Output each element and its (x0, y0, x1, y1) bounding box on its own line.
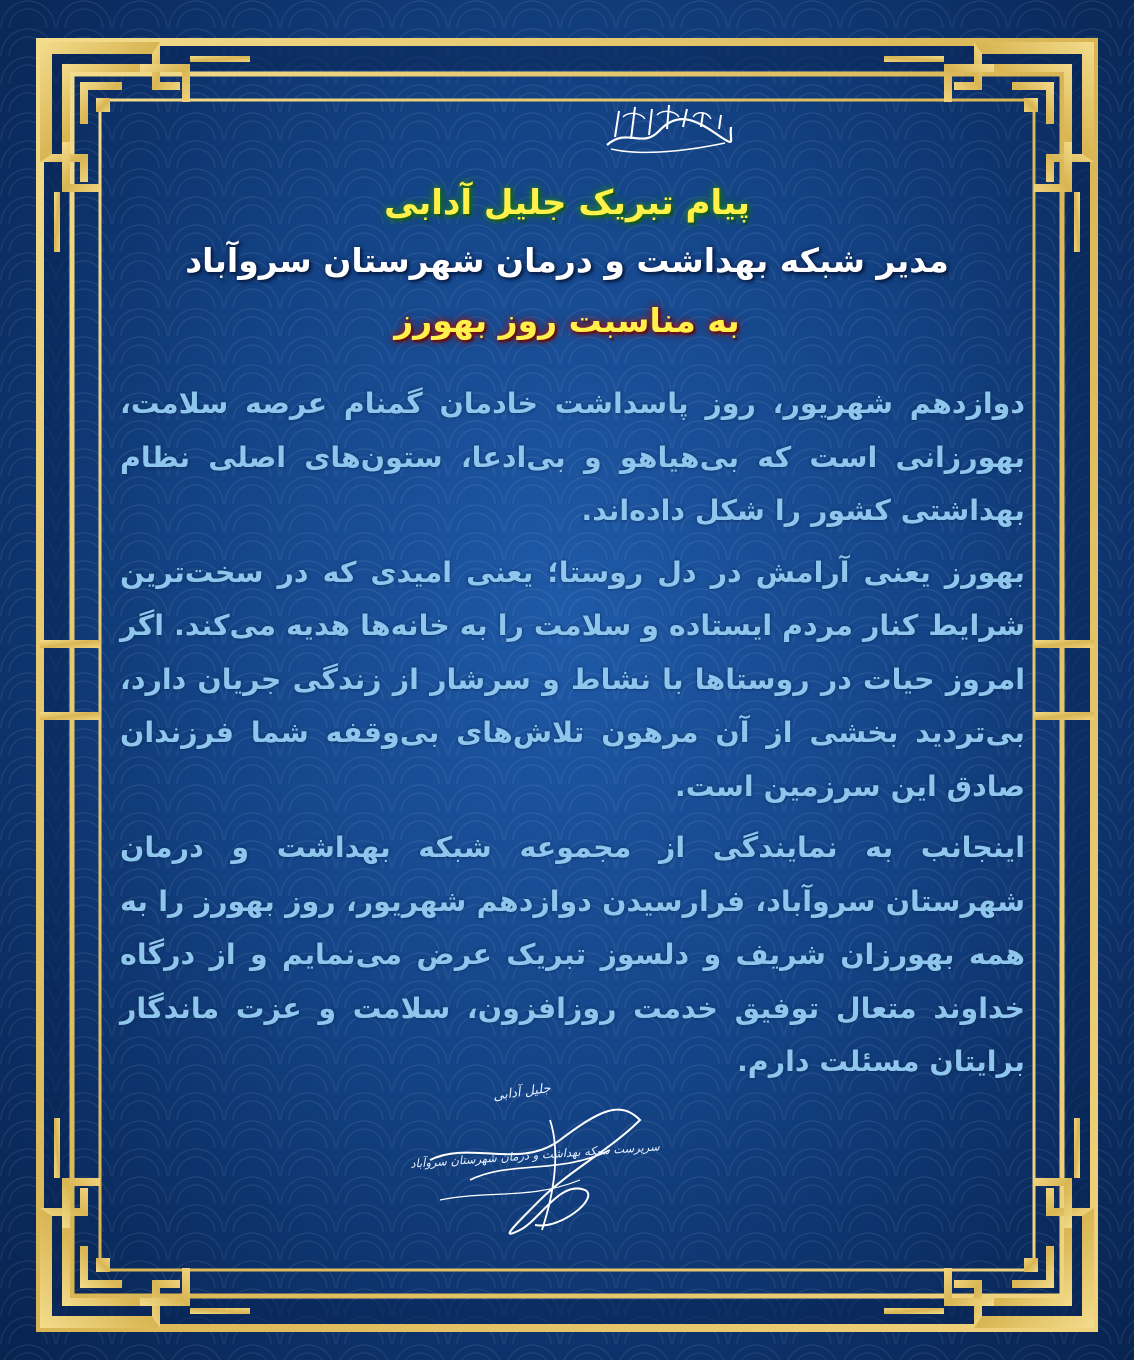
basmala-calligraphy (597, 97, 737, 157)
title-line-2: مدیر شبکه بهداشت و درمان شهرستان سروآباد (185, 241, 949, 280)
paragraph-3: اینجانب به نمایندگی از مجموعه شبکه بهداشت و درمان شهرستان سروآباد، فرارسیدن دوازدهم شهریور، روز بهورز را به همه بهورزان شریف و دلسوز تبریک عرض می‌نمایم و از درگاه خداوند متعال توفیق خدمت روزافزون، سلامت و عزت ماندگار برایتان مسئلت دارم. (120, 831, 1025, 1078)
content-area (110, 85, 1024, 1275)
signature-role: سرپرست شبکه بهداشت و درمان شهرستان سروآباد (409, 1139, 661, 1171)
message-body (120, 377, 1025, 1097)
paragraph-1: دوازدهم شهریور، روز پاسداشت خادمان گمنام عرصه سلامت، بهورزانی است که بی‌هیاهو و بی‌ادعا، ستون‌های اصلی نظام بهداشتی کشور را شکل داده‌اند. (120, 387, 1025, 527)
signature-name: جلیل آدابی (492, 1081, 552, 1104)
title-line-1: پیام تبریک جلیل آدابی (384, 183, 750, 223)
title-line-3: به مناسبت روز بهورز (394, 301, 740, 340)
paragraph-2: بهورز یعنی آرامش در دل روستا؛ یعنی امیدی که در سخت‌ترین شرایط کنار مردم ایستاده و سلامت را به خانه‌ها هدیه می‌کند. اگر امروز حیات در روستاها با نشاط و سرشار از زندگی جریان دارد، بی‌تردید بخشی از آن مرهون تلاش‌های بی‌وقفه شما فرزندان صادق این سرزمین است. (120, 555, 1025, 803)
